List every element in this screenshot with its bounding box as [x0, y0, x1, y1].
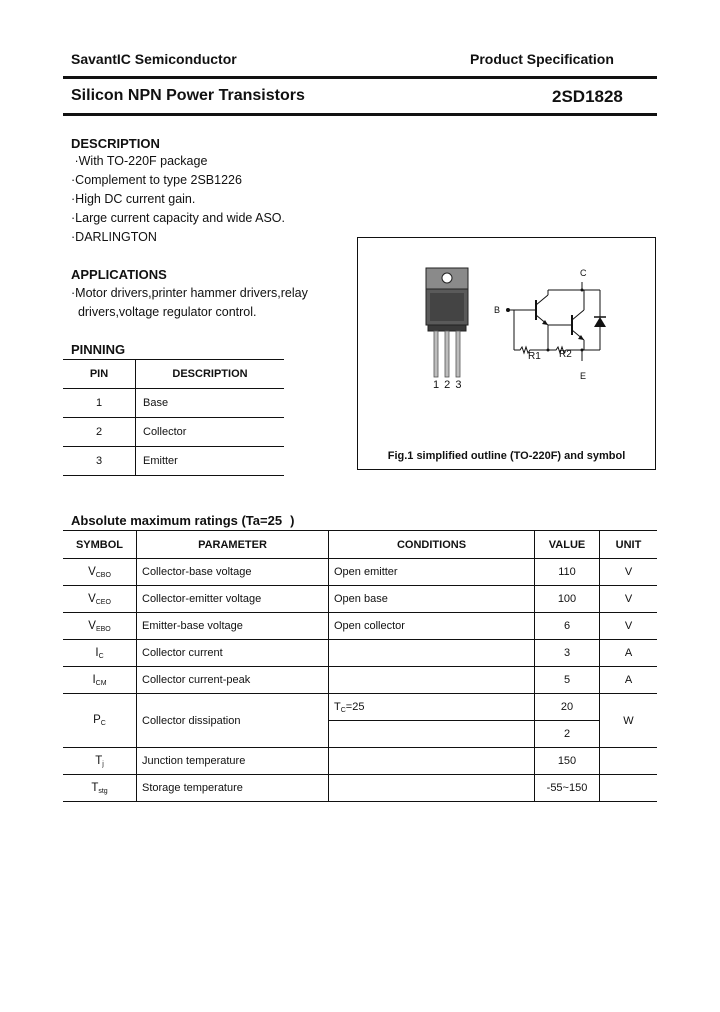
- pin-description: Base: [136, 389, 285, 418]
- symbol-subscript: CEO: [95, 598, 111, 606]
- description-item: ·DARLINGTON: [71, 230, 157, 244]
- value-cell: 110: [535, 559, 600, 586]
- table-row: [63, 447, 284, 476]
- condition-value: =25: [345, 700, 365, 713]
- symbol-letter: I: [95, 646, 99, 659]
- symbol-subscript: j: [102, 760, 104, 768]
- symbol-cell: [63, 667, 137, 694]
- unit-cell: A: [600, 640, 658, 667]
- value-cell: 5: [535, 667, 600, 694]
- condition-cell: [329, 775, 535, 802]
- pinning-table: [63, 359, 284, 476]
- condition-cell: [329, 667, 535, 694]
- parameter-cell: Collector-emitter voltage: [137, 586, 329, 613]
- symbol-subscript: C: [98, 652, 104, 660]
- table-row: [63, 640, 657, 667]
- pin-number: 3: [63, 447, 136, 476]
- table-row: [63, 559, 657, 586]
- symbol-subscript: stg: [98, 787, 108, 795]
- value-cell: 3: [535, 640, 600, 667]
- description-item: ·Complement to type 2SB1226: [71, 173, 242, 187]
- condition-cell: Open emitter: [329, 559, 535, 586]
- ratings-table: [63, 530, 657, 802]
- product-line: Silicon NPN Power Transistors: [71, 87, 305, 104]
- header-rule-top: [63, 76, 657, 79]
- condition-cell: Open collector: [329, 613, 535, 640]
- collector-label: C: [580, 268, 587, 278]
- unit-cell: A: [600, 667, 658, 694]
- base-label: B: [494, 305, 501, 315]
- symbol-subscript: CBO: [95, 571, 111, 579]
- pin-number: 1: [63, 389, 136, 418]
- unit-cell: V: [600, 559, 658, 586]
- symbol-header: SYMBOL: [63, 531, 137, 559]
- symbol-subscript: EBO: [95, 625, 111, 633]
- description-item: ·High DC current gain.: [71, 192, 196, 206]
- ratings-title: [71, 513, 294, 528]
- symbol-letter: V: [88, 565, 96, 578]
- parameter-cell: Collector current-peak: [137, 667, 329, 694]
- condition-cell: [329, 721, 535, 748]
- r2-label: R2: [559, 349, 572, 360]
- value-cell: 20: [535, 694, 600, 721]
- unit-cell: W: [600, 694, 658, 748]
- pin-header: PIN: [63, 360, 136, 389]
- figure-caption: Fig.1 simplified outline (TO-220F) and symbol: [387, 450, 626, 462]
- company-name: SavantIC Semiconductor: [71, 51, 237, 67]
- symbol-cell: [63, 586, 137, 613]
- unit-cell: V: [600, 586, 658, 613]
- table-row: [63, 389, 284, 418]
- symbol-letter: V: [88, 619, 96, 632]
- table-row: [63, 418, 284, 447]
- figure-box: [357, 237, 656, 470]
- ratings-title-end: ): [290, 513, 295, 528]
- applications-title: APPLICATIONS: [71, 267, 167, 282]
- condition-cell: Open base: [329, 586, 535, 613]
- parameter-cell: Collector dissipation: [137, 694, 329, 748]
- parameter-cell: Collector current: [137, 640, 329, 667]
- condition-subscript: C: [340, 706, 346, 714]
- part-number: 2SD1828: [552, 87, 623, 106]
- value-cell: 100: [535, 586, 600, 613]
- symbol-cell: [63, 694, 137, 748]
- symbol-cell: [63, 559, 137, 586]
- description-list: [71, 152, 285, 247]
- applications-line: ·Motor drivers,printer hammer drivers,relay: [71, 286, 308, 300]
- unit-cell: [600, 748, 658, 775]
- symbol-letter: T: [95, 754, 103, 767]
- applications-list: [71, 284, 308, 322]
- applications-line: drivers,voltage regulator control.: [71, 305, 257, 319]
- table-row: [63, 667, 657, 694]
- table-row: [63, 748, 657, 775]
- table-row: [63, 775, 657, 802]
- description-item: ·Large current capacity and wide ASO.: [71, 211, 286, 225]
- parameter-header: PARAMETER: [137, 531, 329, 559]
- unit-header: UNIT: [600, 531, 658, 559]
- r1-label: R1: [528, 351, 541, 362]
- symbol-subscript: CM: [95, 679, 107, 687]
- ratings-title-text: Absolute maximum ratings (Ta=25: [71, 513, 283, 528]
- value-cell: -55~150: [535, 775, 600, 802]
- value-cell: 150: [535, 748, 600, 775]
- condition-cell: [329, 640, 535, 667]
- condition-symbol: T: [334, 700, 341, 713]
- parameter-cell: Storage temperature: [137, 775, 329, 802]
- table-row: [63, 586, 657, 613]
- table-row: [63, 694, 657, 721]
- symbol-letter: V: [88, 592, 96, 605]
- pin-numbers-label: 1 2 3: [433, 379, 463, 391]
- symbol-cell: [63, 640, 137, 667]
- pin-number: 2: [63, 418, 136, 447]
- symbol-cell: [63, 613, 137, 640]
- description-title: DESCRIPTION: [71, 136, 160, 151]
- condition-cell: [329, 694, 535, 721]
- parameter-cell: Junction temperature: [137, 748, 329, 775]
- darlington-symbol-icon: [492, 273, 622, 385]
- pinning-title: PINNING: [71, 342, 126, 357]
- value-cell: 2: [535, 721, 600, 748]
- description-item: ·With TO-220F package: [71, 154, 208, 168]
- symbol-letter: P: [93, 714, 101, 726]
- header-rule-bottom: [63, 113, 657, 116]
- symbol-letter: T: [91, 781, 99, 794]
- unit-cell: [600, 775, 658, 802]
- condition-cell: [329, 748, 535, 775]
- to220f-package-icon: [420, 265, 476, 385]
- unit-cell: V: [600, 613, 658, 640]
- emitter-label: E: [580, 371, 587, 381]
- pin-description: Collector: [136, 418, 285, 447]
- symbol-letter: I: [92, 673, 96, 686]
- conditions-header: CONDITIONS: [329, 531, 535, 559]
- pin-description-header: DESCRIPTION: [136, 360, 285, 389]
- symbol-subscript: C: [100, 720, 106, 727]
- table-row: [63, 613, 657, 640]
- document-type: Product Specification: [470, 51, 614, 67]
- symbol-cell: [63, 748, 137, 775]
- parameter-cell: Emitter-base voltage: [137, 613, 329, 640]
- value-cell: 6: [535, 613, 600, 640]
- parameter-cell: Collector-base voltage: [137, 559, 329, 586]
- symbol-cell: [63, 775, 137, 802]
- pin-description: Emitter: [136, 447, 285, 476]
- value-header: VALUE: [535, 531, 600, 559]
